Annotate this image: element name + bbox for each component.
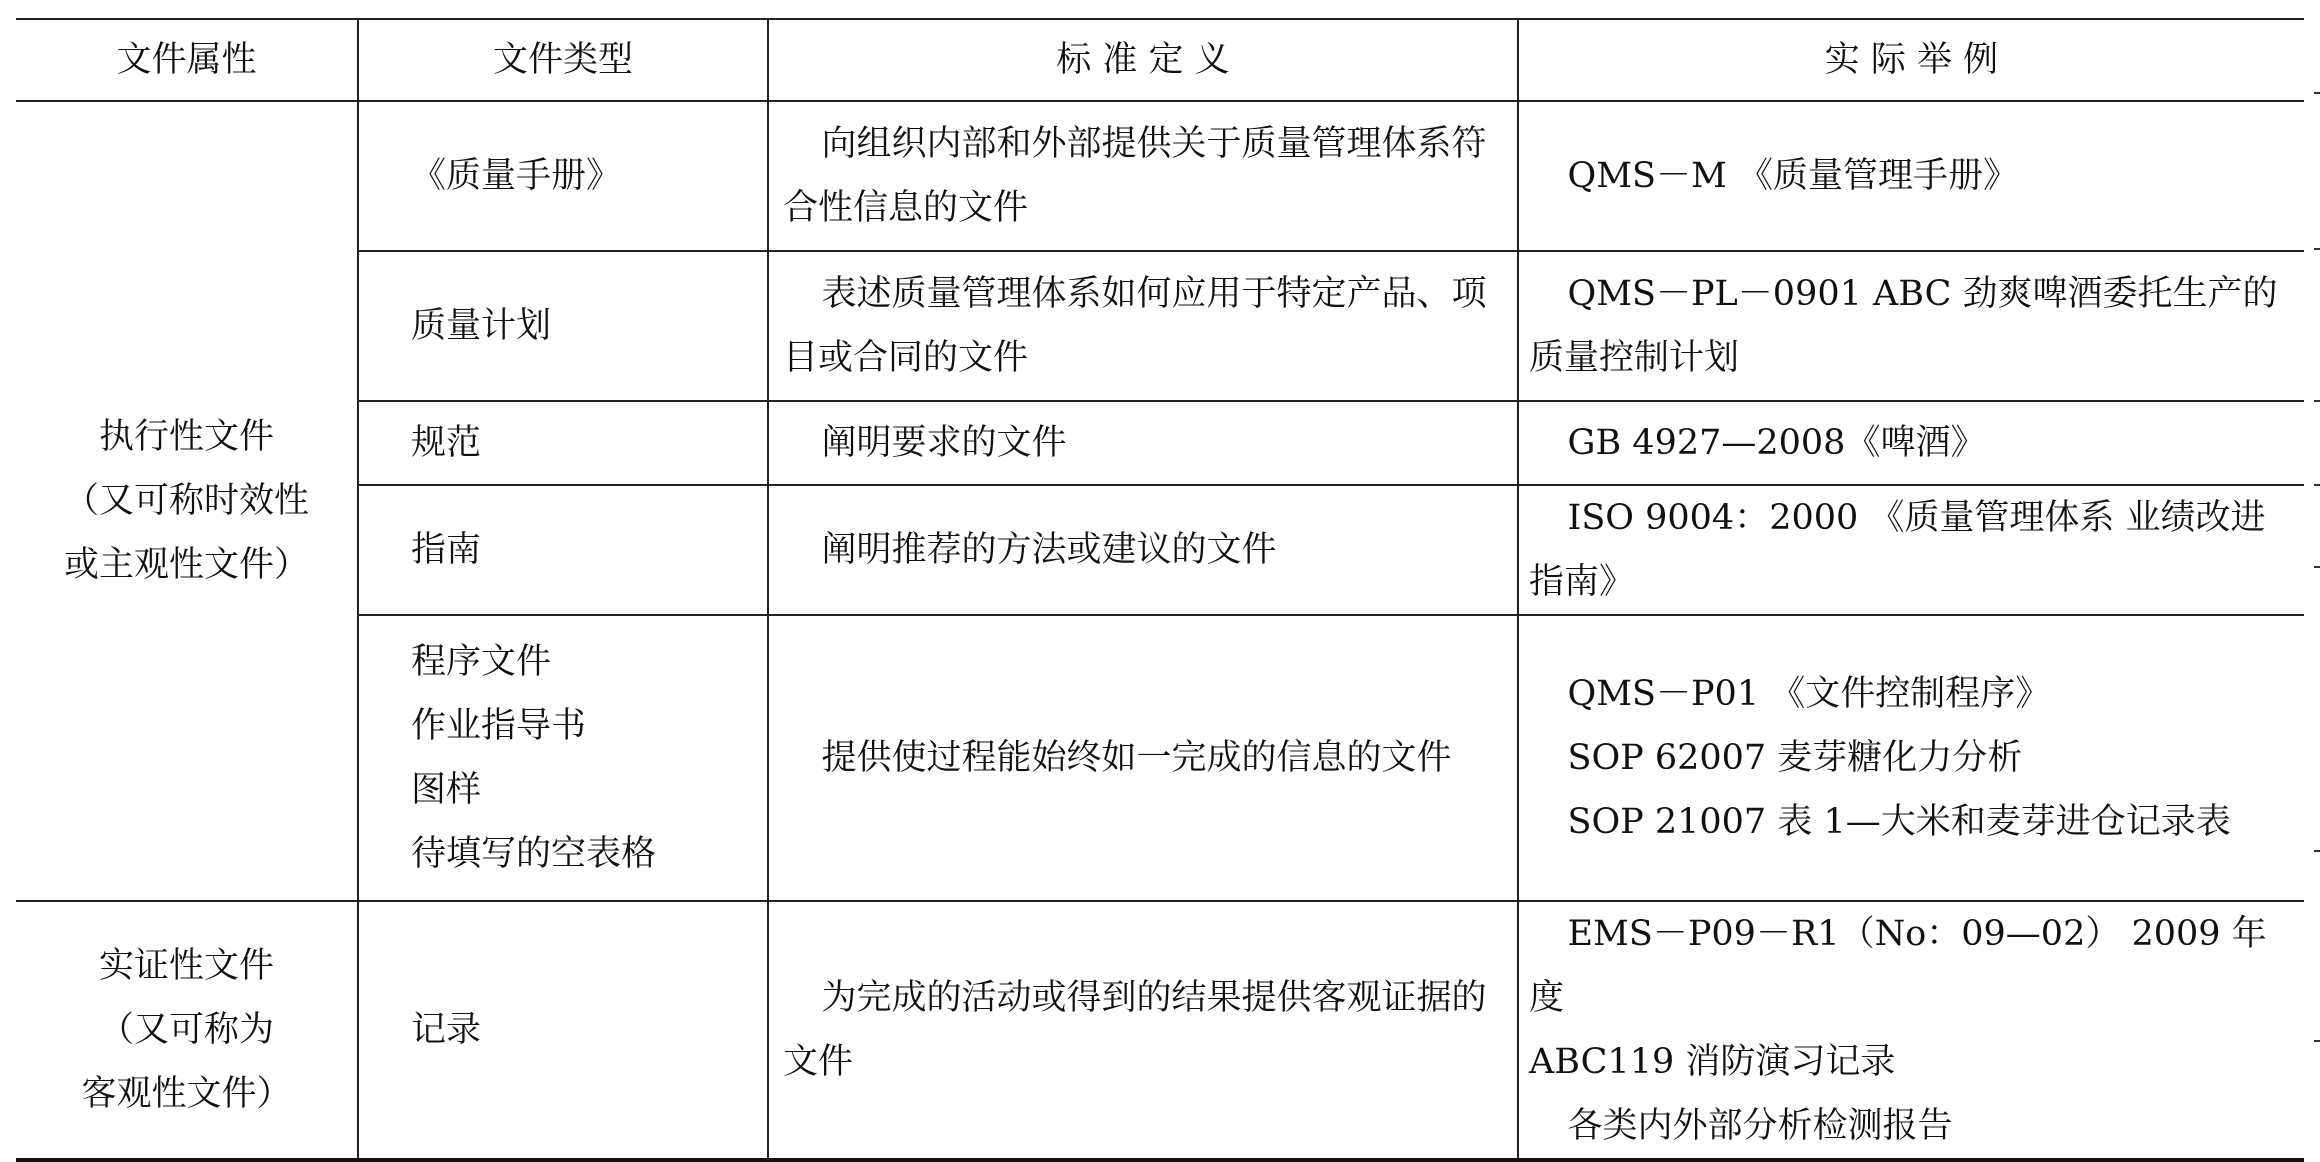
definition-text: 阐明推荐的方法或建议的文件 xyxy=(821,530,1277,570)
attribute-cell-evidential xyxy=(16,901,358,1160)
definition-text: 为完成的活动或得到的结果提供客观证据的文件 xyxy=(783,978,1487,1082)
type-cell xyxy=(358,901,768,1160)
margin-tick xyxy=(2314,92,2320,94)
example-cell xyxy=(1518,901,2304,1160)
definition-text: 表述质量管理体系如何应用于特定产品、项目或合同的文件 xyxy=(783,274,1487,378)
margin-tick xyxy=(2314,400,2320,402)
attribute-line: 实证性文件 xyxy=(98,946,274,986)
header-standard-definition: 标 准 定 义 xyxy=(768,19,1518,101)
table-row xyxy=(16,615,2304,901)
type-cell xyxy=(358,485,768,615)
definition-cell xyxy=(768,485,1518,615)
table-row xyxy=(16,101,2304,251)
example-cell xyxy=(1518,485,2304,615)
example-line: SOP 62007 麦芽糖化力分析 xyxy=(1567,738,2023,778)
attribute-cell-executive xyxy=(16,101,358,901)
attribute-line: 执行性文件 xyxy=(98,417,274,457)
table-row xyxy=(16,485,2304,615)
margin-tick xyxy=(2314,484,2320,486)
example-cell xyxy=(1518,101,2304,251)
example-line: ABC119 消防演习记录 xyxy=(1529,1042,1896,1082)
attribute-line: （又可称时效性 xyxy=(63,481,309,521)
margin-tick xyxy=(2314,566,2320,568)
header-file-type: 文件类型 xyxy=(358,19,768,101)
type-line: 待填写的空表格 xyxy=(411,834,657,874)
definition-cell xyxy=(768,101,1518,251)
margin-tick xyxy=(2314,1040,2320,1042)
type-line: 程序文件 xyxy=(411,642,552,682)
margin-tick xyxy=(2314,850,2320,852)
type-line: 记录 xyxy=(411,1010,482,1050)
type-line: 作业指导书 xyxy=(411,706,587,746)
margin-tick xyxy=(2314,248,2320,250)
header-row xyxy=(16,19,2304,101)
type-line: 质量计划 xyxy=(411,306,552,346)
example-line: QMS－PL－0901 ABC 劲爽啤酒委托生产的 xyxy=(1567,274,2278,314)
type-cell xyxy=(358,615,768,901)
type-cell xyxy=(358,101,768,251)
type-cell xyxy=(358,251,768,401)
table-row xyxy=(16,401,2304,485)
example-line: QMS－P01 《文件控制程序》 xyxy=(1567,674,2051,714)
type-cell xyxy=(358,401,768,485)
definition-cell xyxy=(768,615,1518,901)
header-file-attribute: 文件属性 xyxy=(16,19,358,101)
example-line: EMS－P09－R1（No：09—02） 2009 年度 xyxy=(1529,914,2267,1018)
attribute-line: 或主观性文件） xyxy=(63,545,309,585)
definition-cell xyxy=(768,251,1518,401)
attribute-line: （又可称为 xyxy=(98,1010,274,1050)
type-line: 规范 xyxy=(411,423,482,463)
example-cell xyxy=(1518,401,2304,485)
table-row xyxy=(16,251,2304,401)
example-line: ISO 9004：2000 《质量管理体系 业绩改进指南》 xyxy=(1529,498,2266,602)
attribute-line: 客观性文件） xyxy=(81,1074,292,1114)
type-line: 《质量手册》 xyxy=(411,156,622,196)
definition-cell xyxy=(768,401,1518,485)
definition-text: 向组织内部和外部提供关于质量管理体系符合性信息的文件 xyxy=(783,124,1487,228)
definition-text: 阐明要求的文件 xyxy=(821,423,1067,463)
example-cell xyxy=(1518,615,2304,901)
example-line: 质量控制计划 xyxy=(1529,338,1740,378)
example-line: GB 4927—2008《啤酒》 xyxy=(1567,423,1986,463)
example-line: SOP 21007 表 1—大米和麦芽进仓记录表 xyxy=(1567,802,2231,842)
document-table xyxy=(16,18,2304,1162)
definition-cell xyxy=(768,901,1518,1160)
example-line: QMS－M 《质量管理手册》 xyxy=(1567,156,2018,196)
type-line: 指南 xyxy=(411,530,482,570)
type-line: 图样 xyxy=(411,770,482,810)
example-line: 各类内外部分析检测报告 xyxy=(1567,1106,1953,1146)
header-actual-example: 实 际 举 例 xyxy=(1518,19,2304,101)
table-row xyxy=(16,901,2304,1160)
example-cell xyxy=(1518,251,2304,401)
definition-text: 提供使过程能始终如一完成的信息的文件 xyxy=(821,738,1452,778)
